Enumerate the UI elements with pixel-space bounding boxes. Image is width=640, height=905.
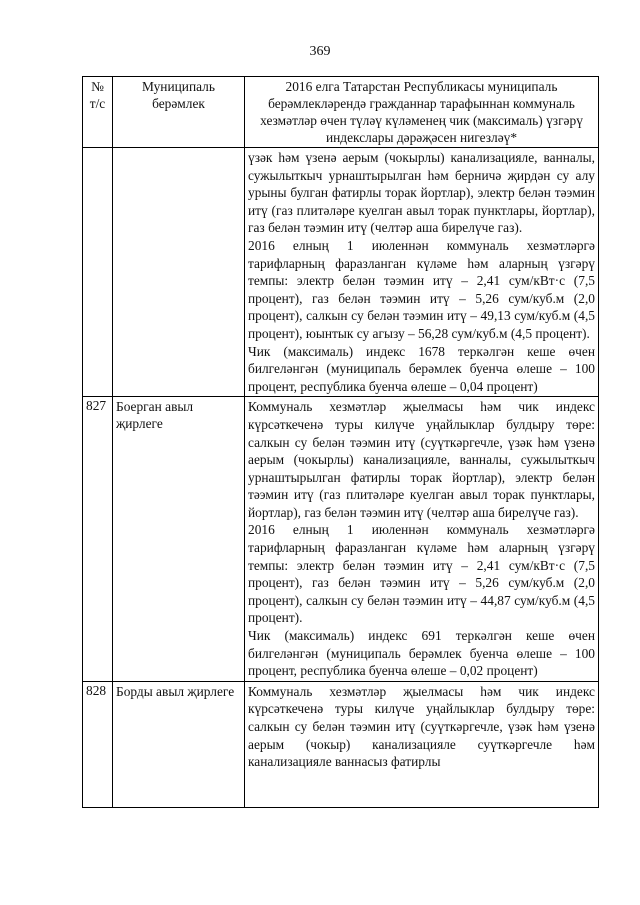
header-description: 2016 елга Татарстан Республикасы муниципаль берәмлекләрендә гражданнар тарафыннан коммуналь хезмәтләр өчен түләү күләменең чик (максималь) үзгәрү индекслары дәрәҗәсен нигезләү* (245, 77, 599, 148)
table-row (83, 397, 599, 682)
row-municipality: Боерган авыл җирлеге (113, 397, 245, 682)
row-paragraph: үзәк һәм үзенә аерым (чокырлы) канализацияле, ванналы, сужылыткыч урнаштырылган һәм берничә җирдән су алу урыны булган фатирлы торак йортлар), электр белән тәэмин итү (газ плитәләре куелган авыл торак пунктлары, йортлар), газ белән тәэмин итү (челтәр аша бирелүче газ). (248, 150, 595, 236)
table-header-row (83, 77, 599, 148)
row-paragraph: 2016 елның 1 июленнән коммуналь хезмәтләргә тарифларның фаразланган күләме һәм аларның үзгәрү темпы: электр белән тәэмин итү – 2,41 сум/кВт·с (7,5 процент), газ белән тәэмин итү – 5,26 сум/куб.м (2,0 процент), салкын су белән тәэмин итү – 44,87 сум/куб.м (4,5 процент). (248, 522, 595, 626)
header-number: № т/с (83, 77, 113, 148)
row-paragraph: Чик (максималь) индекс 691 теркәлгән кеше өчен билгеләнгән (муниципаль берәмлек буенча өлеше – 100 процент, республика буенча өлеше – 0,02 процент) (248, 628, 595, 679)
header-municipality: Муниципаль берәмлек (113, 77, 245, 148)
row-paragraph: Коммуналь хезмәтләр җыелмасы һәм чик индекс күрсәткеченә туры килүче уңайлыклар булдыру төре: салкын су белән тәэмин итү (суүткәргечле, үзәк һәм үзенә аерым (чокыр) канализацияле суүткәргечле һәм канализацияле ваннасыз фатирлы (248, 683, 595, 770)
page-number: 369 (309, 44, 331, 59)
row-number (83, 148, 113, 397)
row-paragraph: 2016 елның 1 июленнән коммуналь хезмәтләргә тарифларның фаразланган күләме һәм аларның үзгәрү темпы: электр белән тәэмин итү – 2,41 сум/кВт·с (7,5 процент), газ белән тәэмин итү – 5,26 сум/куб.м (2,0 процент), салкын су белән тәэмин итү – 49,13 сум/куб.м (4,5 процент), юынтык су агызу – 56,28 сум/куб.м (4,5 процент). (248, 237, 595, 341)
row-number: 828 (83, 681, 113, 807)
row-paragraph: Коммуналь хезмәтләр җыелмасы һәм чик индекс күрсәткеченә туры килүче уңайлыклар булдыру төре: салкын су белән тәэмин итү (суүткәргечле, үзәк һәм үзенә аерым (чокырлы) канализацияле, ванналы, сужылыткыч урнаштырылган фатирлы торак йортлар), электр белән тәэмин итү (газ плитәләре куелган авыл торак пунктлары, йортлар), газ белән тәэмин итү (челтәр аша бирелүче газ). (248, 399, 595, 520)
table-row (83, 681, 599, 807)
municipal-index-table (82, 76, 599, 808)
row-description-clip (248, 683, 595, 806)
row-description (245, 397, 599, 682)
row-paragraph: Чик (максималь) индекс 1678 теркәлгән кеше өчен билгеләнгән (муниципаль берәмлек буенча өлеше – 100 процент, республика буенча өлеше – 0,04 процент) (248, 343, 595, 394)
row-description (245, 148, 599, 397)
row-municipality: Борды авыл җирлеге (113, 681, 245, 807)
row-municipality (113, 148, 245, 397)
row-number: 827 (83, 397, 113, 682)
row-description (245, 681, 599, 807)
table-row (83, 148, 599, 397)
